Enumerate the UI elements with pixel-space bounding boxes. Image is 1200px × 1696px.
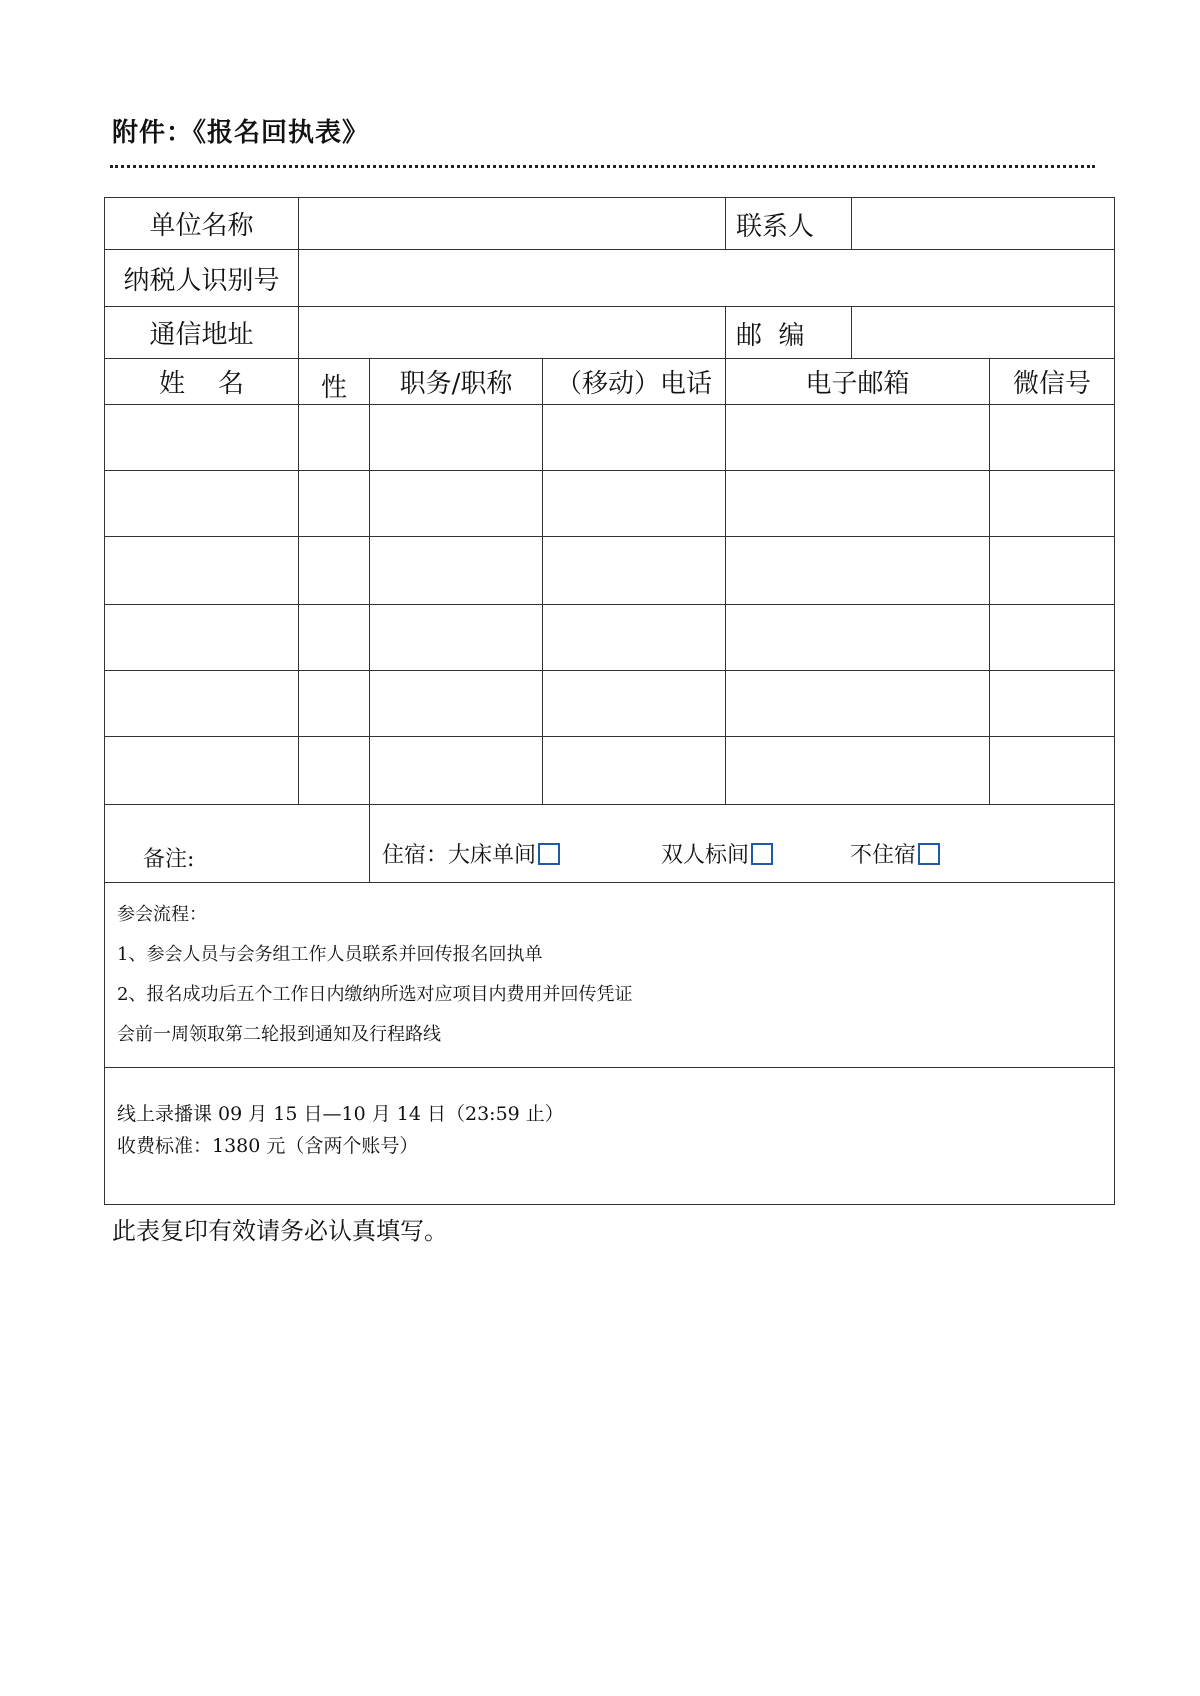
accommodation-option-king[interactable] bbox=[382, 838, 560, 869]
column-header-gender: 性 bbox=[299, 359, 370, 405]
accommodation-option-twin-label: 双人标间 bbox=[661, 843, 750, 868]
column-header-name: 姓 名 bbox=[105, 359, 299, 405]
attendee-header-row bbox=[105, 359, 1115, 405]
fee-standard: 收费标准：1380 元（含两个账号） bbox=[117, 1135, 419, 1157]
registration-form-table bbox=[104, 197, 1115, 1205]
column-header-email: 电子邮箱 bbox=[726, 359, 990, 405]
fee-section bbox=[105, 1068, 1115, 1205]
mobile-cell[interactable] bbox=[543, 471, 726, 537]
process-step-2: 2、报名成功后五个工作日内缴纳所选对应项目内费用并回传凭证 bbox=[117, 984, 633, 1005]
gender-cell[interactable] bbox=[299, 737, 370, 805]
accommodation-options bbox=[370, 805, 1115, 883]
gender-cell[interactable] bbox=[299, 471, 370, 537]
attendee-row bbox=[105, 405, 1115, 471]
attendee-row bbox=[105, 471, 1115, 537]
unit-name-field[interactable] bbox=[299, 198, 726, 250]
title-cell[interactable] bbox=[370, 405, 543, 471]
email-cell[interactable] bbox=[726, 737, 990, 805]
email-cell[interactable] bbox=[726, 605, 990, 671]
process-step-1: 1、参会人员与会务组工作人员联系并回传报名回执单 bbox=[117, 944, 543, 965]
mobile-cell[interactable] bbox=[543, 537, 726, 605]
address-label: 通信地址 bbox=[105, 307, 299, 359]
accommodation-option-king-label: 大床单间 bbox=[448, 843, 537, 868]
gender-cell[interactable] bbox=[299, 537, 370, 605]
wechat-cell[interactable] bbox=[990, 471, 1115, 537]
column-header-title: 职务/职称 bbox=[370, 359, 543, 405]
mobile-cell[interactable] bbox=[543, 671, 726, 737]
contact-label: 联系人 bbox=[726, 198, 852, 250]
mobile-cell[interactable] bbox=[543, 405, 726, 471]
attendee-row bbox=[105, 537, 1115, 605]
accommodation-option-none-label: 不住宿 bbox=[850, 843, 917, 868]
email-cell[interactable] bbox=[726, 405, 990, 471]
title-cell[interactable] bbox=[370, 605, 543, 671]
name-cell[interactable] bbox=[105, 605, 299, 671]
name-cell[interactable] bbox=[105, 737, 299, 805]
process-heading: 参会流程： bbox=[117, 904, 207, 925]
attendee-row bbox=[105, 671, 1115, 737]
title-cell[interactable] bbox=[370, 737, 543, 805]
column-header-mobile: （移动）电话 bbox=[543, 359, 726, 405]
taxpayer-id-label: 纳税人识别号 bbox=[105, 250, 299, 307]
unit-name-label: 单位名称 bbox=[105, 198, 299, 250]
mobile-cell[interactable] bbox=[543, 737, 726, 805]
email-cell[interactable] bbox=[726, 671, 990, 737]
accommodation-option-none[interactable] bbox=[850, 838, 940, 869]
column-header-wechat: 微信号 bbox=[990, 359, 1115, 405]
taxpayer-id-field[interactable] bbox=[299, 250, 1115, 307]
name-cell[interactable] bbox=[105, 471, 299, 537]
accommodation-option-twin[interactable] bbox=[661, 838, 773, 869]
name-cell[interactable] bbox=[105, 671, 299, 737]
gender-cell[interactable] bbox=[299, 671, 370, 737]
footer-note: 此表复印有效请务必认真填写。 bbox=[112, 1217, 448, 1245]
twin-room-checkbox[interactable] bbox=[751, 843, 773, 865]
email-cell[interactable] bbox=[726, 471, 990, 537]
name-cell[interactable] bbox=[105, 405, 299, 471]
wechat-cell[interactable] bbox=[990, 671, 1115, 737]
title-cell[interactable] bbox=[370, 671, 543, 737]
dotted-divider bbox=[110, 165, 1095, 168]
accommodation-prefix: 住宿： bbox=[382, 843, 449, 868]
title-cell[interactable] bbox=[370, 537, 543, 605]
email-cell[interactable] bbox=[726, 537, 990, 605]
gender-cell[interactable] bbox=[299, 405, 370, 471]
wechat-cell[interactable] bbox=[990, 737, 1115, 805]
wechat-cell[interactable] bbox=[990, 405, 1115, 471]
remarks-label: 备注: bbox=[105, 805, 370, 883]
mobile-cell[interactable] bbox=[543, 605, 726, 671]
process-step-3: 会前一周领取第二轮报到通知及行程路线 bbox=[117, 1024, 441, 1045]
process-section bbox=[105, 883, 1115, 1068]
no-accommodation-checkbox[interactable] bbox=[918, 843, 940, 865]
title-cell[interactable] bbox=[370, 471, 543, 537]
wechat-cell[interactable] bbox=[990, 537, 1115, 605]
name-cell[interactable] bbox=[105, 537, 299, 605]
attendee-row bbox=[105, 605, 1115, 671]
address-field[interactable] bbox=[299, 307, 726, 359]
postcode-label: 邮 编 bbox=[726, 307, 852, 359]
postcode-field[interactable] bbox=[852, 307, 1115, 359]
contact-field[interactable] bbox=[852, 198, 1115, 250]
gender-cell[interactable] bbox=[299, 605, 370, 671]
page-title: 附件：《报名回执表》 bbox=[112, 118, 370, 148]
attendee-row bbox=[105, 737, 1115, 805]
wechat-cell[interactable] bbox=[990, 605, 1115, 671]
king-room-checkbox[interactable] bbox=[538, 843, 560, 865]
course-schedule: 线上录播课 09 月 15 日—10 月 14 日（23:59 止） bbox=[117, 1103, 564, 1125]
